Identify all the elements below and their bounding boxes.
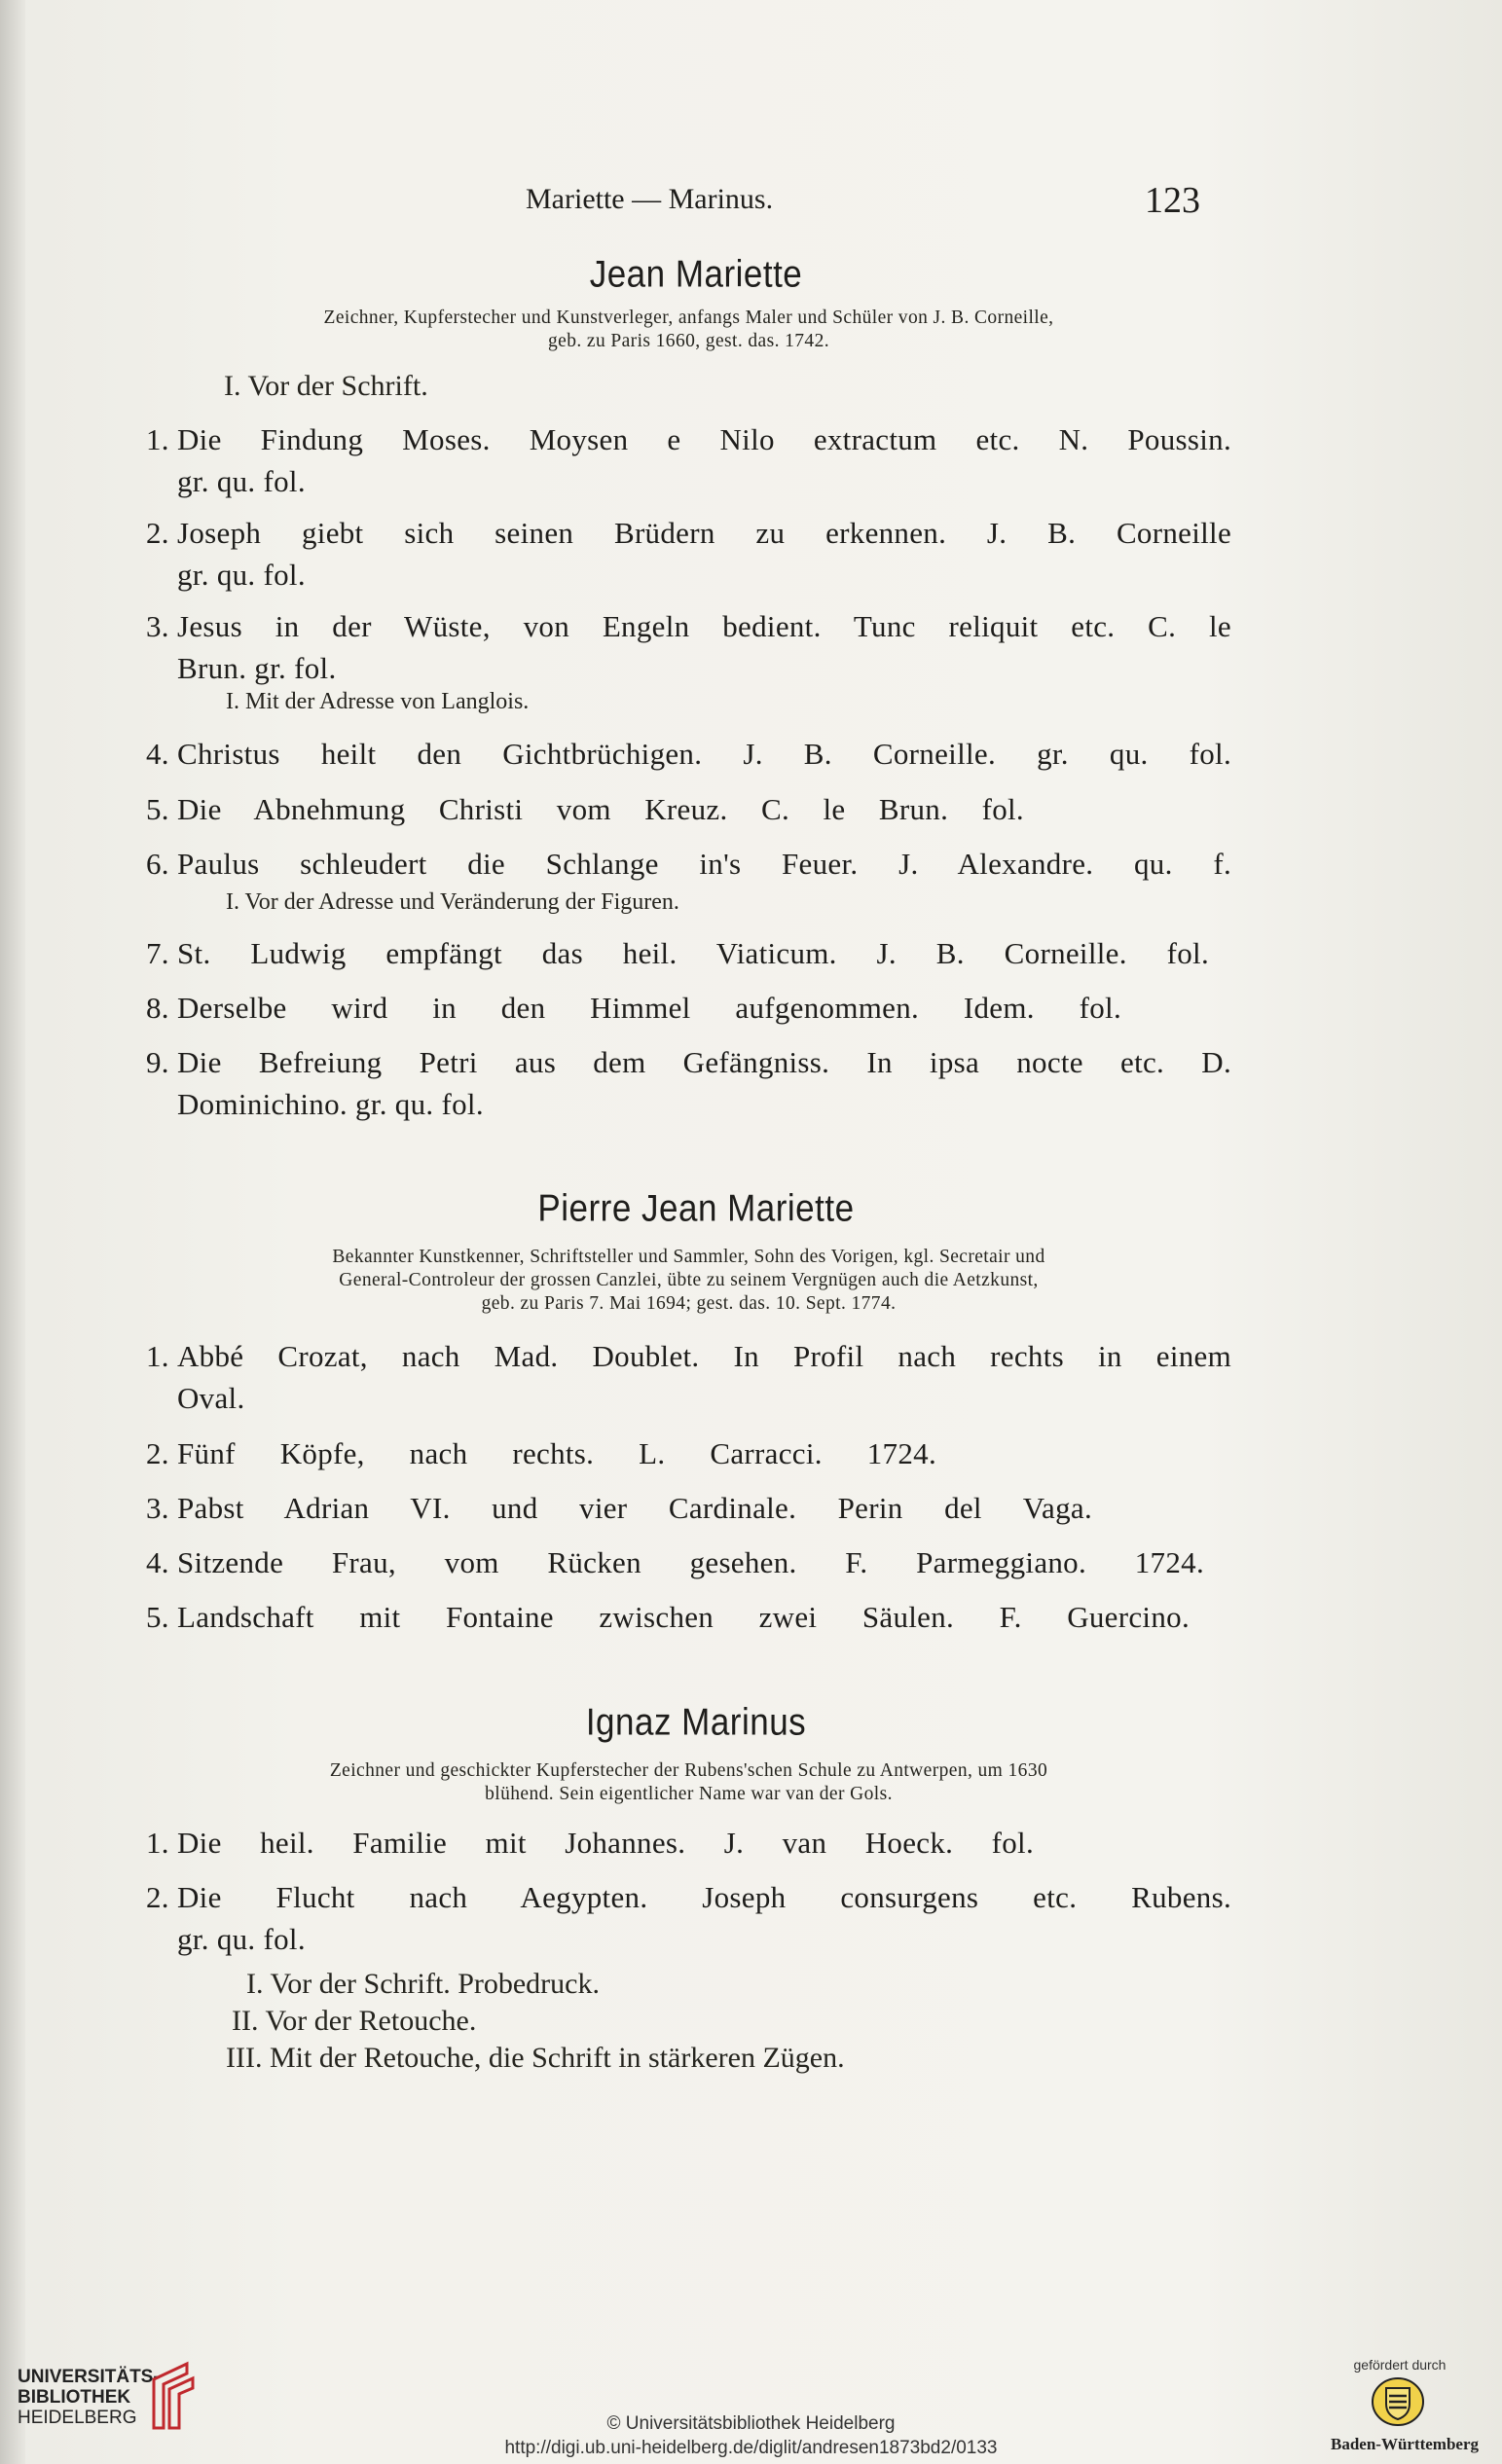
catalog-entry-8 (146, 987, 1231, 1029)
entry-number: 9. (146, 1045, 169, 1079)
entry-number: 1. (146, 1826, 169, 1860)
bio-jean-line1: Zeichner, Kupferstecher und Kunstverleger, anfangs Maler und Schüler von J. B. Corneille, (323, 308, 1054, 328)
catalog-entry-9 (146, 1041, 1231, 1083)
state-note: I. Vor der Schrift. (224, 370, 428, 402)
catalog-entry-6 (146, 843, 1231, 885)
bio-ignaz-line2: blühend. Sein eigentlicher Name war van der Gols. (485, 1784, 893, 1804)
entry-text: Die Befreiung Petri aus dem Gefängniss. In ipsa nocte etc. D. (177, 1045, 1231, 1079)
entry-number: 2. (146, 1436, 169, 1470)
catalog-entry-2 (146, 1432, 1231, 1474)
library-name-line1: UNIVERSITÄTS- (18, 2367, 160, 2387)
book-spine-edge (0, 0, 25, 2464)
catalog-entry-1-cont (146, 460, 1231, 502)
footer-credits (0, 2411, 1502, 2460)
entry-number: 1. (146, 1339, 169, 1373)
bio-ignaz-line1: Zeichner und geschickter Kupferstecher der Rubens'schen Schule zu Antwerpen, um 1630 (329, 1760, 1048, 1781)
entry-number: 5. (146, 1600, 169, 1634)
catalog-entry-9-cont (146, 1083, 1231, 1125)
catalog-entry-1 (146, 418, 1231, 460)
catalog-entry-1-cont (146, 1377, 1231, 1419)
entry-text: Christus heilt den Gichtbrüchigen. J. B. Corneille. gr. qu. fol. (177, 737, 1231, 771)
bio-pierre-line2: General-Controleur der grossen Canzlei, übte zu seinem Vergnügen auch die Aetzkunst, (339, 1270, 1039, 1290)
entry-text: Derselbe wird in den Himmel aufgenommen. Idem. fol. (177, 991, 1121, 1025)
entry-text: Joseph giebt sich seinen Brüdern zu erkennen. J. B. Corneille (177, 516, 1231, 550)
entry-text: St. Ludwig empfängt das heil. Viaticum. J. B. Corneille. fol. (177, 936, 1209, 970)
library-name-line2: BIBLIOTHEK (18, 2387, 131, 2408)
heading-ignaz-marinus: Ignaz Marinus (585, 1700, 807, 1744)
copyright-notice: © Universitätsbibliothek Heidelberg (606, 2413, 896, 2434)
entry-number: 3. (146, 609, 169, 643)
library-name-line3: HEIDELBERG (18, 2408, 137, 2428)
entry-text: Die heil. Familie mit Johannes. J. van Hoeck. fol. (177, 1826, 1034, 1860)
catalog-entry-5 (146, 788, 1231, 830)
catalog-entry-7 (146, 932, 1231, 974)
catalog-entry-1 (146, 1335, 1231, 1377)
entry-text: Landschaft mit Fontaine zwischen zwei Säulen. F. Guercino. (177, 1600, 1190, 1634)
entry-text: Sitzende Frau, vom Rücken gesehen. F. Parmeggiano. 1724. (177, 1545, 1204, 1579)
entry-text: gr. qu. fol. (177, 1922, 306, 1956)
entry-text: Paulus schleudert die Schlange in's Feuer. J. Alexandre. qu. f. (177, 847, 1231, 881)
entry-number: 2. (146, 1880, 169, 1914)
catalog-entry-4 (146, 733, 1231, 775)
bio-pierre-line3: geb. zu Paris 7. Mai 1694; gest. das. 10. Sept. 1774. (481, 1293, 897, 1314)
catalog-entry-2 (146, 512, 1231, 554)
entry-text: Oval. (177, 1381, 245, 1415)
funder-name: Baden-Württemberg (1330, 2435, 1480, 2453)
entry-text: Die Findung Moses. Moysen e Nilo extractum etc. N. Poussin. (177, 422, 1231, 456)
heading-jean-mariette: Jean Mariette (589, 252, 803, 296)
catalog-entry-3-cont (146, 647, 1231, 689)
entry-number: 7. (146, 936, 169, 970)
source-url-link[interactable]: http://digi.ub.uni-heidelberg.de/diglit/andresen1873bd2/0133 (504, 2438, 998, 2458)
catalog-entry-2-cont (146, 1918, 1231, 1960)
state-note: III. Mit der Retouche, die Schrift in stärkeren Zügen. (226, 2042, 845, 2074)
entry-text: Dominichino. gr. qu. fol. (177, 1087, 484, 1121)
entry-text: Brun. gr. fol. (177, 651, 337, 685)
entry-number: 4. (146, 1545, 169, 1579)
catalog-entry-3 (146, 1487, 1231, 1529)
entry-text: Jesus in der Wüste, von Engeln bedient. Tunc reliquit etc. C. le (177, 609, 1231, 643)
state-note: I. Vor der Schrift. Probedruck. (246, 1968, 600, 2000)
catalog-entry-2-cont (146, 554, 1231, 596)
entry-text: gr. qu. fol. (177, 464, 306, 498)
bio-jean-line2: geb. zu Paris 1660, gest. das. 1742. (548, 331, 829, 351)
catalog-entry-2 (146, 1876, 1231, 1918)
entry-number: 6. (146, 847, 169, 881)
entry-text: gr. qu. fol. (177, 558, 306, 592)
catalog-entry-4 (146, 1541, 1231, 1583)
catalog-entry-3 (146, 605, 1231, 647)
entry-text: Fünf Köpfe, nach rechts. L. Carracci. 1724. (177, 1436, 936, 1470)
bio-pierre-line1: Bekannter Kunstkenner, Schriftsteller und Sammler, Sohn des Vorigen, kgl. Secretair und (332, 1247, 1045, 1267)
entry-text: Pabst Adrian VI. und vier Cardinale. Perin del Vaga. (177, 1491, 1092, 1525)
heading-pierre-jean-mariette: Pierre Jean Mariette (537, 1186, 855, 1230)
catalog-entry-5 (146, 1596, 1231, 1638)
entry-number: 8. (146, 991, 169, 1025)
entry-number: 2. (146, 516, 169, 550)
state-note: II. Vor der Retouche. (232, 2005, 477, 2037)
entry-text: Die Flucht nach Aegypten. Joseph consurgens etc. Rubens. (177, 1880, 1231, 1914)
catalog-entry-1 (146, 1822, 1231, 1864)
entry-text: Abbé Crozat, nach Mad. Doublet. In Profil nach rechts in einem (177, 1339, 1231, 1373)
running-title: Mariette — Marinus. (526, 183, 774, 215)
coat-of-arms-icon (1371, 2374, 1425, 2429)
entry-number: 5. (146, 792, 169, 826)
entry-number: 4. (146, 737, 169, 771)
entry-number: 3. (146, 1491, 169, 1525)
entry-number: 1. (146, 422, 169, 456)
state-note: I. Mit der Adresse von Langlois. (226, 689, 530, 714)
funded-by-label: gefördert durch (1353, 2357, 1447, 2373)
page-number: 123 (1145, 180, 1200, 221)
entry-text: Die Abnehmung Christi vom Kreuz. C. le Brun. fol. (177, 792, 1024, 826)
state-note: I. Vor der Adresse und Veränderung der Figuren. (226, 889, 679, 915)
